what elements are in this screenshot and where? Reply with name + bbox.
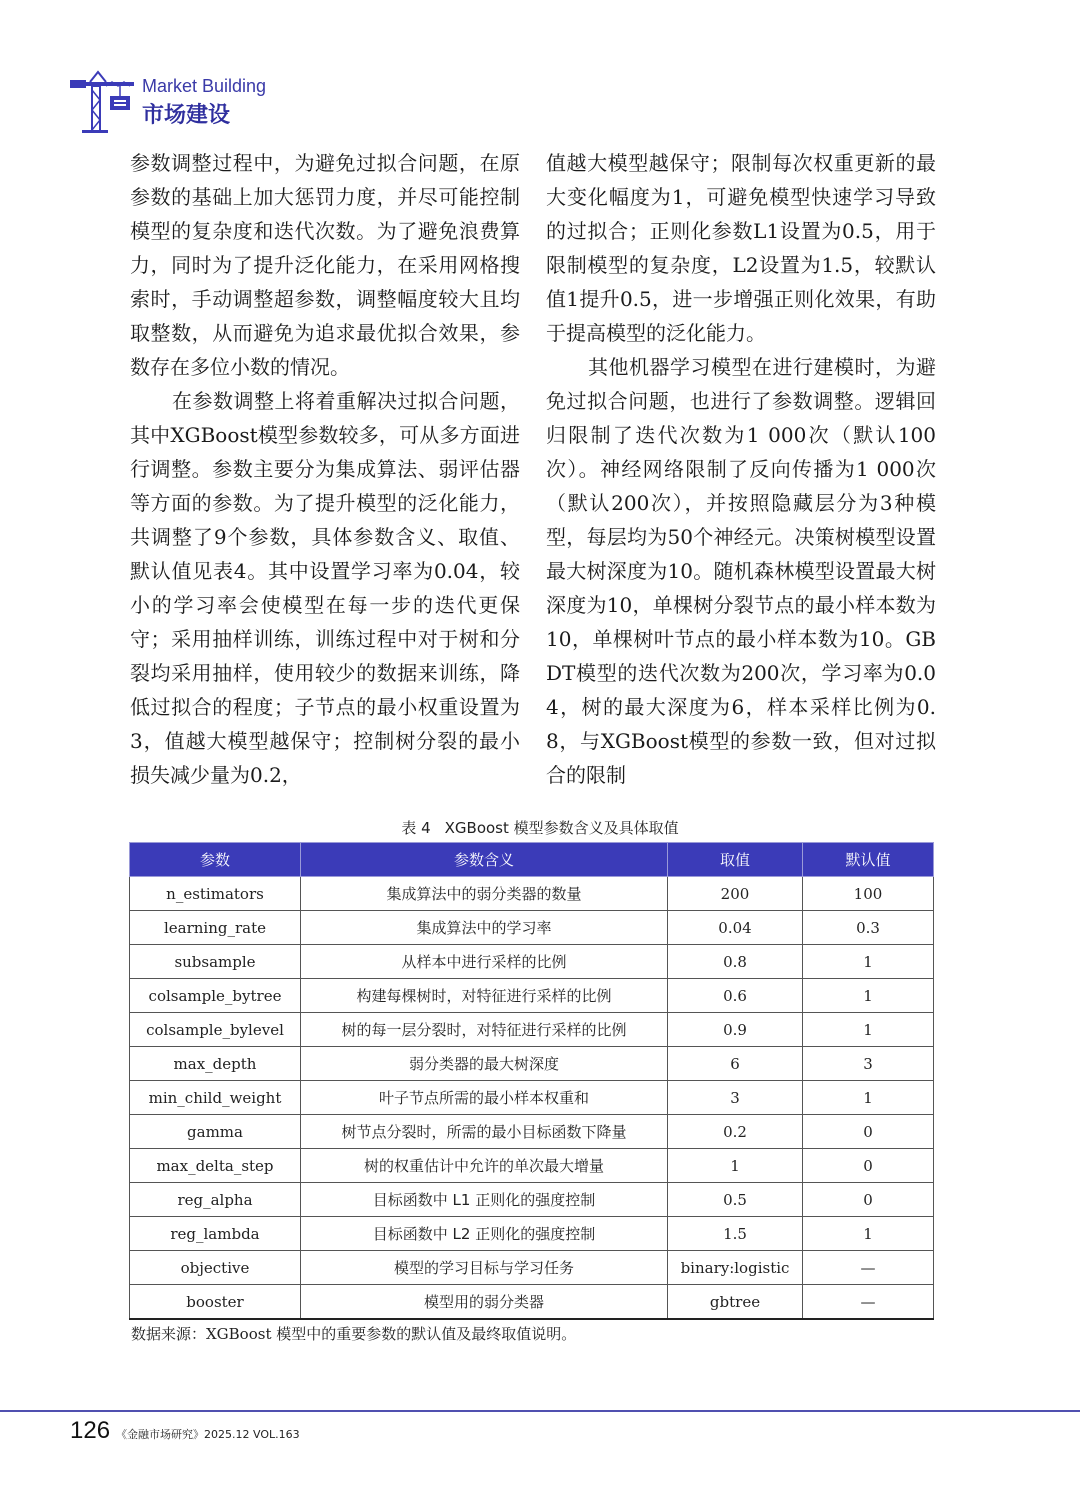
- cell-default: 3: [803, 1047, 934, 1081]
- cell-param: reg_lambda: [130, 1217, 301, 1251]
- cell-value: 1.5: [668, 1217, 803, 1251]
- cell-param: min_child_weight: [130, 1081, 301, 1115]
- cell-param: reg_alpha: [130, 1183, 301, 1217]
- cell-value: 0.5: [668, 1183, 803, 1217]
- cell-default: 1: [803, 945, 934, 979]
- table-row: [130, 1115, 934, 1149]
- cell-value: 200: [668, 877, 803, 911]
- cell-meaning: 弱分类器的最大树深度: [301, 1047, 668, 1081]
- data-source-note: 数据来源：XGBoost 模型中的重要参数的默认值及最终取值说明。: [131, 1325, 577, 1343]
- cell-param: learning_rate: [130, 911, 301, 945]
- cell-meaning: 构建每棵树时，对特征进行采样的比例: [301, 979, 668, 1013]
- cell-meaning: 从样本中进行采样的比例: [301, 945, 668, 979]
- cell-param: colsample_bytree: [130, 979, 301, 1013]
- cell-default: —: [803, 1285, 934, 1320]
- cell-default: 0: [803, 1115, 934, 1149]
- cell-param: gamma: [130, 1115, 301, 1149]
- body-paragraph: 其他机器学习模型在进行建模时，为避免过拟合问题，也进行了参数调整。逻辑回归限制了迭代次数为1 000次（默认100次）。神经网络限制了反向传播为1 000次（默认200次），并按照隐藏层分为3种模型，每层均为50个神经元。决策树模型设置最大树深度为10。随机森林模型设置最大树深度为10，单棵树分裂节点的最小样本数为10，单棵树叶节点的最小样本数为10。GBDT模型的迭代次数为200次，学习率为0.04，树的最大深度为6，样本采样比例为0.8，与XGBoost模型的参数一致，但对过拟合的限制: [546, 355, 936, 787]
- cell-param: max_depth: [130, 1047, 301, 1081]
- cell-param: subsample: [130, 945, 301, 979]
- cell-param: max_delta_step: [130, 1149, 301, 1183]
- table-row: [130, 1183, 934, 1217]
- header-meaning: 参数含义: [301, 843, 668, 877]
- body-paragraph: 在参数调整上将着重解决过拟合问题，其中XGBoost模型参数较多，可从多方面进行调整。参数主要分为集成算法、弱评估器等方面的参数。为了提升模型的泛化能力，共调整了9个参数，具体参数含义、取值、默认值见表4。其中设置学习率为0.04，较小的学习率会使模型在每一步的迭代更保守；采用抽样训练，训练过程中对于树和分裂均采用抽样，使用较少的数据来训练，降低过拟合的程度；子节点的最小权重设置为3，值越大模型越保守；控制树分裂的最小损失减少量为0.2，: [130, 389, 520, 787]
- cell-default: 1: [803, 1217, 934, 1251]
- cell-default: 1: [803, 979, 934, 1013]
- cell-value: 6: [668, 1047, 803, 1081]
- journal-citation: 《金融市场研究》2025.12 VOL.163: [116, 1428, 300, 1441]
- table-caption-label: 表 4: [401, 819, 431, 837]
- parameter-table: [129, 842, 934, 1320]
- cell-default: 0: [803, 1183, 934, 1217]
- cell-param: colsample_bylevel: [130, 1013, 301, 1047]
- crane-icon: [68, 66, 136, 134]
- cell-value: gbtree: [668, 1285, 803, 1320]
- cell-value: 0.6: [668, 979, 803, 1013]
- cell-value: 0.8: [668, 945, 803, 979]
- table-row: [130, 1081, 934, 1115]
- table-row: [130, 979, 934, 1013]
- cell-meaning: 集成算法中的学习率: [301, 911, 668, 945]
- header-value: 取值: [668, 843, 803, 877]
- cell-default: 1: [803, 1013, 934, 1047]
- table-row: [130, 1047, 934, 1081]
- cell-default: —: [803, 1251, 934, 1285]
- body-paragraph: 参数调整过程中，为避免过拟合问题，在原参数的基础上加大惩罚力度，并尽可能控制模型的复杂度和迭代次数。为了避免浪费算力，同时为了提升泛化能力，在采用网格搜索时，手动调整超参数，调整幅度较大且均取整数，从而避免为追求最优拟合效果，参数存在多位小数的情况。: [130, 151, 520, 379]
- table-row: [130, 877, 934, 911]
- table-row: [130, 1149, 934, 1183]
- cell-param: booster: [130, 1285, 301, 1320]
- header-default: 默认值: [803, 843, 934, 877]
- cell-value: 3: [668, 1081, 803, 1115]
- cell-meaning: 目标函数中 L2 正则化的强度控制: [301, 1217, 668, 1251]
- table-row: [130, 1013, 934, 1047]
- footer-divider: [0, 1410, 1080, 1412]
- cell-default: 0.3: [803, 911, 934, 945]
- cell-default: 100: [803, 877, 934, 911]
- table-row: [130, 911, 934, 945]
- table-row: [130, 1251, 934, 1285]
- header-param: 参数: [130, 843, 301, 877]
- cell-default: 1: [803, 1081, 934, 1115]
- table-row: [130, 1217, 934, 1251]
- cell-meaning: 树的权重估计中允许的单次最大增量: [301, 1149, 668, 1183]
- right-column: [546, 146, 936, 792]
- cell-meaning: 集成算法中的弱分类器的数量: [301, 877, 668, 911]
- brand-english: Market Building: [142, 76, 267, 96]
- table-row: [130, 1285, 934, 1320]
- cell-meaning: 模型用的弱分类器: [301, 1285, 668, 1320]
- cell-meaning: 目标函数中 L1 正则化的强度控制: [301, 1183, 668, 1217]
- cell-value: 1: [668, 1149, 803, 1183]
- table-header-row: [130, 843, 934, 877]
- cell-param: n_estimators: [130, 877, 301, 911]
- table-row: [130, 945, 934, 979]
- body-paragraph: 值越大模型越保守；限制每次权重更新的最大变化幅度为1，可避免模型快速学习导致的过拟合；正则化参数L1设置为0.5，用于限制模型的复杂度，L2设置为1.5，较默认值1提升0.5，进一步增强正则化效果，有助于提高模型的泛化能力。: [546, 151, 936, 345]
- cell-default: 0: [803, 1149, 934, 1183]
- cell-meaning: 树的每一层分裂时，对特征进行采样的比例: [301, 1013, 668, 1047]
- brand-chinese: 市场建设: [142, 103, 231, 128]
- cell-meaning: 叶子节点所需的最小样本权重和: [301, 1081, 668, 1115]
- cell-value: 0.2: [668, 1115, 803, 1149]
- page-header: [68, 66, 368, 136]
- table-caption: [0, 817, 1080, 838]
- cell-meaning: 模型的学习目标与学习任务: [301, 1251, 668, 1285]
- left-column: [130, 146, 520, 792]
- cell-meaning: 树节点分裂时，所需的最小目标函数下降量: [301, 1115, 668, 1149]
- page-number: 126: [70, 1417, 111, 1444]
- cell-param: objective: [130, 1251, 301, 1285]
- cell-value: 0.04: [668, 911, 803, 945]
- cell-value: binary:logistic: [668, 1251, 803, 1285]
- cell-value: 0.9: [668, 1013, 803, 1047]
- table-caption-title: XGBoost 模型参数含义及具体取值: [444, 819, 679, 837]
